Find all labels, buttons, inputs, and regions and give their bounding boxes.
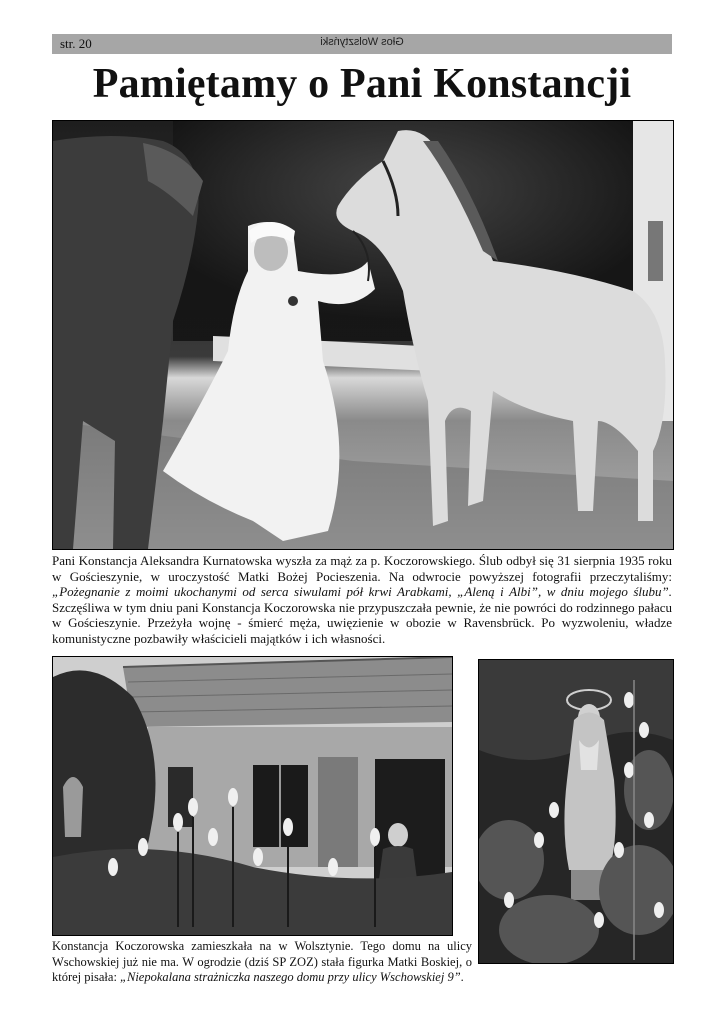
caption-second-part2: . <box>460 970 464 984</box>
photo-house-garden <box>52 656 453 936</box>
caption-main-part2: Szczęśliwa w tym dniu pani Konstancja Koczorowska nie przypuszczała pewnie, że nie powróci do rodzinnego pałacu w Gościeszynie. Przeżyła wojnę - śmierć męża, uwięzienie w obozie w Ravensbrück. Po wyzwoleniu, władze komunistyczne pozbawiły właścicieli majątków i ich własności. <box>52 599 672 646</box>
caption-main-quote: „Pożegnanie z moimi ukochanymi od serca siwulami pół krwi Arabkami, „Aleną i Albi”, w dniu mojego ślubu”. <box>52 584 672 599</box>
photo-madonna-statue <box>478 659 674 964</box>
page-number: str. 20 <box>60 36 92 51</box>
header-bar <box>52 34 672 54</box>
main-photo-caption <box>52 553 672 646</box>
headline: Pamiętamy o Pani Konstancji <box>92 61 632 107</box>
caption-main-part1: Pani Konstancja Aleksandra Kurnatowska wyszła za mąż za p. Koczorowskiego. Ślub odbył się 31 sierpnia 1935 roku w Gościeszynie, w uroczystość Matki Bożej Pocieszenia. Na odwrocie powyższej fotografii przeczytaliśmy: <box>52 553 672 584</box>
house-photo-caption <box>52 939 472 986</box>
photo-woman-with-horses <box>52 120 674 550</box>
caption-second-part1: Konstancja Koczorowska zamieszkała na w Wolsztynie. Tego domu na ulicy Wschowskiej już nie ma. W ogrodzie (dziś SP ZOZ) stała figurka Matki Boskiej, o której pisała: <box>52 939 472 984</box>
caption-second-quote: „Niepokalana strażniczka naszego domu przy ulicy Wschowskiej 9” <box>120 970 461 984</box>
masthead-mirrored: Głos Wolsztyński <box>320 36 404 48</box>
